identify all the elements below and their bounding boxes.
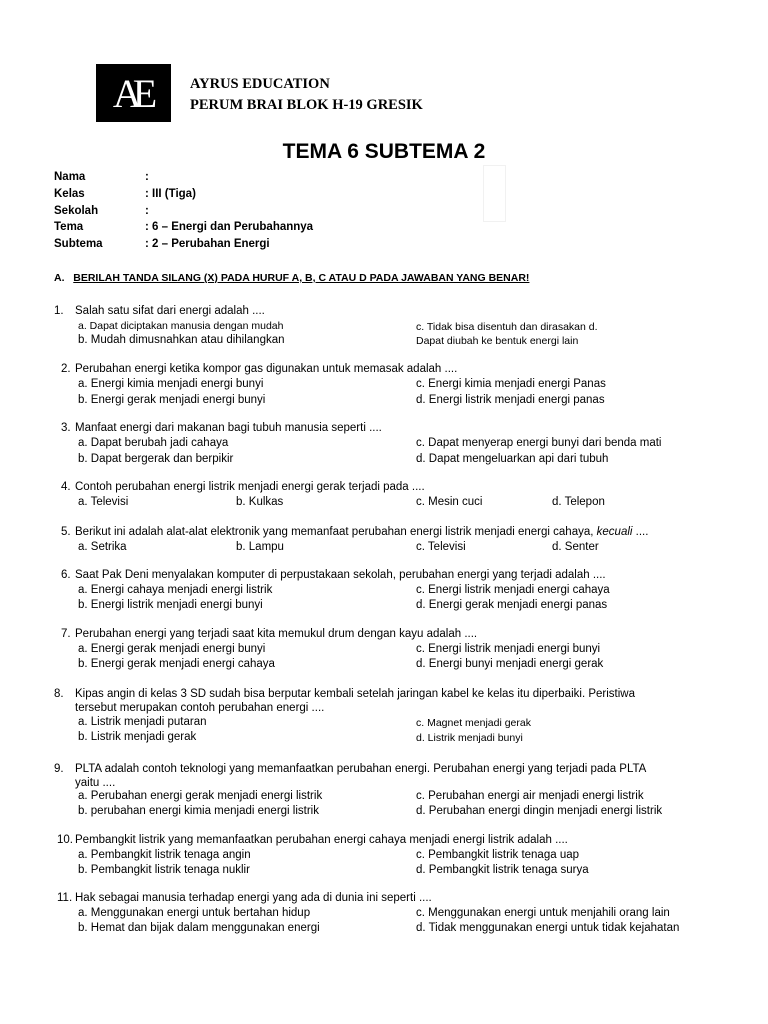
- option-a[interactable]: a. Televisi: [78, 496, 129, 508]
- org-name: AYRUS EDUCATION: [190, 76, 330, 92]
- option-a[interactable]: a. Energi cahaya menjadi energi listrik: [78, 584, 273, 596]
- question-text: Saat Pak Deni menyalakan komputer di perpustakaan sekolah, perubahan energi yang terjadi adalah ....: [75, 569, 606, 581]
- option-c[interactable]: c. Pembangkit listrik tenaga uap: [416, 849, 580, 861]
- question-text: Manfaat energi dari makanan bagi tubuh manusia seperti ....: [75, 422, 382, 434]
- option-c[interactable]: c. Energi listrik menjadi energi cahaya: [416, 584, 610, 596]
- option-d[interactable]: d. Perubahan energi dingin menjadi energi listrik: [416, 805, 663, 817]
- identity-value-nama: :: [145, 171, 149, 183]
- identity-label-nama: Nama: [54, 171, 86, 183]
- option-b[interactable]: b. Pembangkit listrik tenaga nuklir: [78, 864, 250, 876]
- question-text: Kipas angin di kelas 3 SD sudah bisa berputar kembali setelah jaringan kabel ke kelas itu diperbaiki. Peristiwa: [75, 688, 635, 700]
- question-text-emphasis: kecuali: [596, 526, 633, 538]
- option-c[interactable]: c. Menggunakan energi untuk menjahili orang lain: [416, 907, 670, 919]
- option-a[interactable]: a. Dapat diciptakan manusia dengan mudah: [78, 320, 284, 332]
- question-text: [75, 526, 648, 538]
- question-number: 8.: [54, 688, 64, 700]
- option-b[interactable]: b. Kulkas: [236, 496, 284, 508]
- option-a[interactable]: a. Energi kimia menjadi energi bunyi: [78, 378, 264, 390]
- option-a[interactable]: a. Listrik menjadi putaran: [78, 716, 207, 728]
- option-d[interactable]: d. Energi gerak menjadi energi panas: [416, 599, 608, 611]
- option-a[interactable]: a. Setrika: [78, 541, 127, 553]
- option-a[interactable]: a. Perubahan energi gerak menjadi energi listrik: [78, 790, 323, 802]
- option-c[interactable]: c. Magnet menjadi gerak: [416, 717, 531, 729]
- question-text-main: Berikut ini adalah alat-alat elektronik yang memanfaat perubahan energi listrik menjadi energi cahaya,: [75, 526, 594, 538]
- identity-label-kelas: Kelas: [54, 188, 85, 200]
- question-text: Perubahan energi yang terjadi saat kita memukul drum dengan kayu adalah ....: [75, 628, 478, 640]
- option-d[interactable]: d. Energi listrik menjadi energi panas: [416, 394, 605, 406]
- identity-value-kelas: : III (Tiga): [145, 188, 196, 200]
- option-d[interactable]: d. Dapat mengeluarkan api dari tubuh: [416, 453, 609, 465]
- question-number: 9.: [54, 763, 64, 775]
- identity-label-tema: Tema: [54, 221, 84, 233]
- question-number: 1.: [54, 305, 64, 317]
- option-a[interactable]: a. Dapat berubah jadi cahaya: [78, 437, 229, 449]
- identity-value-tema: : 6 – Energi dan Perubahannya: [145, 221, 314, 233]
- logo-text: AE: [112, 70, 149, 116]
- question-text-line-2: tersebut merupakan contoh perubahan energi ....: [75, 702, 325, 714]
- option-d[interactable]: d. Pembangkit listrik tenaga surya: [416, 864, 589, 876]
- question-number: 11.: [57, 892, 73, 904]
- option-c[interactable]: c. Dapat menyerap energi bunyi dari benda mati: [416, 437, 662, 449]
- question-text-ending: ....: [635, 526, 649, 538]
- question-text: Contoh perubahan energi listrik menjadi energi gerak terjadi pada ....: [75, 481, 425, 493]
- option-c[interactable]: c. Perubahan energi air menjadi energi listrik: [416, 790, 644, 802]
- instruction-prefix: A.: [54, 272, 65, 284]
- identity-label-subtema: Subtema: [54, 238, 103, 250]
- question-number: 6.: [61, 569, 71, 581]
- option-b[interactable]: b. Hemat dan bijak dalam menggunakan energi: [78, 922, 320, 934]
- option-d[interactable]: d. Telepon: [552, 496, 605, 508]
- question-number: 5.: [61, 526, 71, 538]
- logo: [96, 64, 171, 122]
- option-a[interactable]: a. Pembangkit listrik tenaga angin: [78, 849, 251, 861]
- option-c[interactable]: c. Energi kimia menjadi energi Panas: [416, 378, 606, 390]
- option-d[interactable]: d. Senter: [552, 541, 599, 553]
- option-b[interactable]: b. Mudah dimusnahkan atau dihilangkan: [78, 334, 285, 346]
- option-d[interactable]: d. Energi bunyi menjadi energi gerak: [416, 658, 604, 670]
- option-d[interactable]: d. Listrik menjadi bunyi: [416, 732, 523, 744]
- option-d[interactable]: d. Tidak menggunakan energi untuk tidak kejahatan: [416, 922, 680, 934]
- identity-value-subtema: : 2 – Perubahan Energi: [145, 238, 270, 250]
- option-b[interactable]: b. Lampu: [236, 541, 284, 553]
- question-text: Pembangkit listrik yang memanfaatkan perubahan energi cahaya menjadi energi listrik adalah ....: [75, 834, 568, 846]
- option-a[interactable]: a. Energi gerak menjadi energi bunyi: [78, 643, 266, 655]
- option-c[interactable]: c. Televisi: [416, 541, 466, 553]
- question-number: 7.: [61, 628, 71, 640]
- option-b[interactable]: b. perubahan energi kimia menjadi energi listrik: [78, 805, 319, 817]
- question-text: Perubahan energi ketika kompor gas digunakan untuk memasak adalah ....: [75, 363, 458, 375]
- question-number: 4.: [61, 481, 71, 493]
- option-b[interactable]: b. Energi gerak menjadi energi cahaya: [78, 658, 275, 670]
- option-b[interactable]: b. Listrik menjadi gerak: [78, 731, 197, 743]
- option-c[interactable]: c. Mesin cuci: [416, 496, 483, 508]
- instruction: [54, 272, 529, 284]
- question-text: PLTA adalah contoh teknologi yang memanfaatkan perubahan energi. Perubahan energi yang terjadi pada PLTA: [75, 763, 647, 775]
- option-b[interactable]: b. Energi gerak menjadi energi bunyi: [78, 394, 266, 406]
- question-text-line-2: yaitu ....: [75, 777, 116, 789]
- identity-value-sekolah: :: [145, 205, 149, 217]
- page-title: TEMA 6 SUBTEMA 2: [282, 140, 486, 163]
- option-c[interactable]: c. Tidak bisa disentuh dan dirasakan d.: [416, 321, 598, 333]
- option-c[interactable]: c. Energi listrik menjadi energi bunyi: [416, 643, 601, 655]
- option-a[interactable]: a. Menggunakan energi untuk bertahan hidup: [78, 907, 311, 919]
- option-b[interactable]: b. Dapat bergerak dan berpikir: [78, 453, 234, 465]
- question-number: 2.: [61, 363, 71, 375]
- identity-label-sekolah: Sekolah: [54, 205, 99, 217]
- question-text: Salah satu sifat dari energi adalah ....: [75, 305, 265, 317]
- question-text: Hak sebagai manusia terhadap energi yang ada di dunia ini seperti ....: [75, 892, 432, 904]
- question-number: 3.: [61, 422, 71, 434]
- faint-box: [483, 165, 506, 222]
- option-b[interactable]: b. Energi listrik menjadi energi bunyi: [78, 599, 263, 611]
- org-address: PERUM BRAI BLOK H-19 GRESIK: [190, 97, 423, 113]
- question-number: 10.: [57, 834, 73, 846]
- instruction-text: BERILAH TANDA SILANG (X) PADA HURUF A, B, C ATAU D PADA JAWABAN YANG BENAR!: [73, 272, 530, 284]
- option-d[interactable]: Dapat diubah ke bentuk energi lain: [416, 335, 579, 347]
